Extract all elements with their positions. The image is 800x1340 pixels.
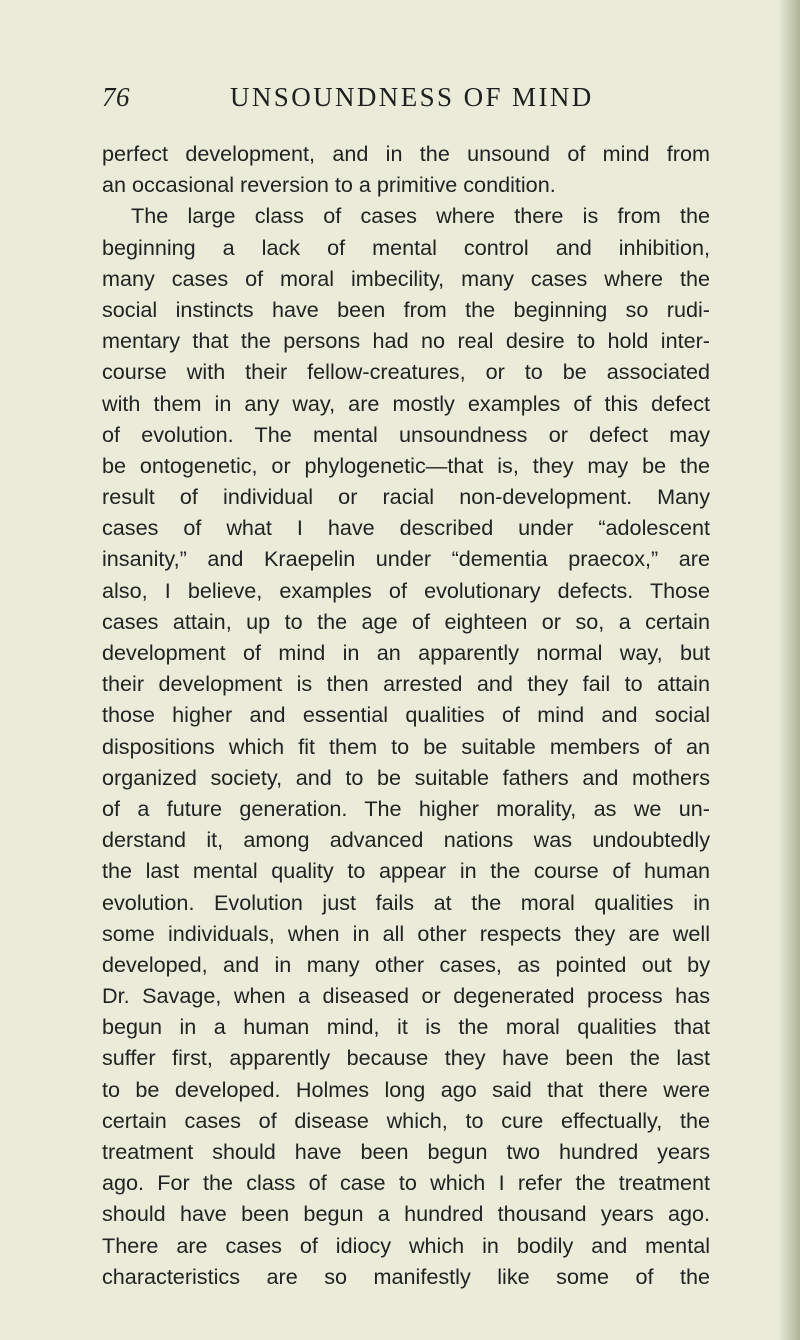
- text-line: perfect development, and in the unsound of mind from: [102, 141, 710, 166]
- text-line: begun in a human mind, it is the moral qualities that: [102, 1014, 710, 1040]
- page-edge-shadow: [778, 0, 800, 1340]
- text-line: dispositions which fit them to be suitable members of an: [102, 733, 710, 759]
- text-line: developed, and in many other cases, as pointed out by: [102, 951, 710, 977]
- text-line: be ontogenetic, or phylogenetic—that is, they may be the: [102, 452, 710, 478]
- text-line: result of individual or racial non-development. Many: [102, 484, 710, 510]
- text-line: organized society, and to be suitable fathers and mothers: [102, 764, 710, 790]
- text-line: should have been begun a hundred thousand years ago.: [102, 1201, 710, 1227]
- text-line: with them in any way, are mostly examples of this defect: [102, 390, 710, 416]
- text-line: treatment should have been begun two hundred years: [102, 1139, 710, 1164]
- text-line: also, I believe, examples of evolutionary defects. Those: [102, 577, 710, 603]
- text-line: evolution. Evolution just fails at the moral qualities in: [102, 889, 710, 915]
- text-line: some individuals, when in all other respects they are well: [102, 920, 710, 946]
- text-line: certain cases of disease which, to cure effectually, the: [102, 1107, 710, 1133]
- text-line: the last mental quality to appear in the course of human: [102, 858, 710, 884]
- text-line: cases attain, up to the age of eighteen or so, a certain: [102, 608, 710, 634]
- text-line: an occasional reversion to a primitive condition.: [102, 172, 556, 198]
- text-line: Dr. Savage, when a diseased or degenerated process has: [102, 983, 710, 1009]
- text-line: social instincts have been from the beginning so rudi-: [102, 296, 710, 322]
- text-line: many cases of moral imbecility, many cases where the: [102, 265, 710, 291]
- text-line: cases of what I have described under “adolescent: [102, 515, 710, 541]
- text-line: The large class of cases where there is from the: [131, 203, 710, 229]
- text-line: of a future generation. The higher morality, as we un-: [102, 795, 710, 821]
- text-line: beginning a lack of mental control and inhibition,: [102, 234, 710, 260]
- running-head: UNSOUNDNESS OF MIND: [230, 82, 594, 112]
- text-line: development of mind in an apparently normal way, but: [102, 640, 710, 665]
- text-line: derstand it, among advanced nations was undoubtedly: [102, 827, 710, 853]
- text-line: mentary that the persons had no real desire to hold inter-: [102, 328, 710, 354]
- text-line: insanity,” and Kraepelin under “dementia praecox,” are: [102, 546, 710, 572]
- text-line: ago. For the class of case to which I refer the treatment: [102, 1170, 710, 1196]
- text-line: course with their fellow-creatures, or to be associated: [102, 359, 710, 385]
- text-line: to be developed. Holmes long ago said that there were: [102, 1076, 710, 1102]
- text-line: those higher and essential qualities of mind and social: [102, 702, 710, 728]
- text-line: of evolution. The mental unsoundness or defect may: [102, 421, 710, 447]
- text-line: There are cases of idiocy which in bodily and mental: [102, 1232, 710, 1258]
- text-line: suffer first, apparently because they have been the last: [102, 1045, 710, 1071]
- page-number: 76: [102, 82, 130, 112]
- text-line: characteristics are so manifestly like some of the: [102, 1263, 710, 1289]
- page-header: [102, 82, 700, 122]
- text-line: their development is then arrested and they fail to attain: [102, 671, 710, 697]
- body-text: [102, 138, 710, 1292]
